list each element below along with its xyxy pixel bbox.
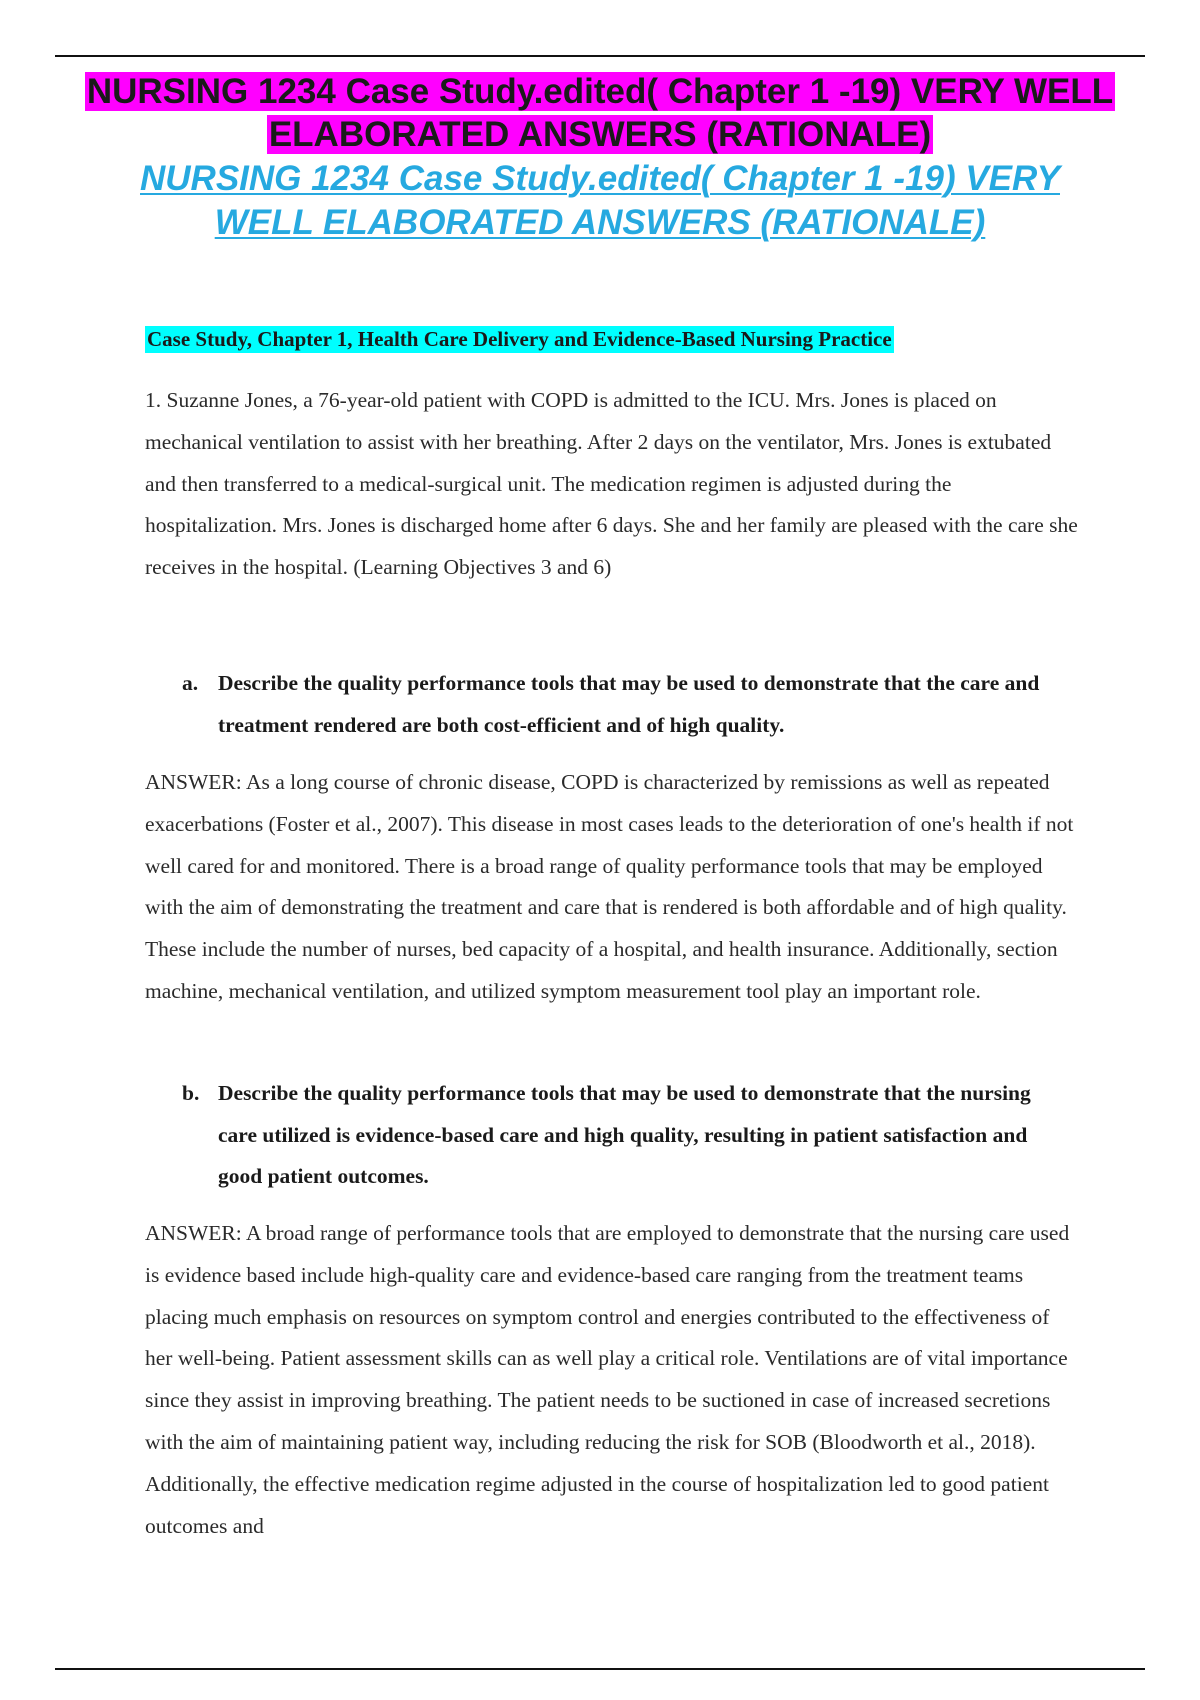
answer-b: ANSWER: A broad range of performance tools that are employed to demonstrate that the nursing care used is evidence based include high-quality care and evidence-based care ranging from the treatment teams placing much emphasis on resources on symptom control and energies contributed to the effectiveness of her well-being. Patient assessment skills can as well play a critical role. Ventilations are of vital importance since they assist in improving breathing. The patient needs to be suctioned in case of increased secretions with the aim of maintaining patient way, including reducing the risk for SOB (Bloodworth et al., 2018). Additionally, the effective medication regime adjusted in the course of hospitalization led to good patient outcomes and (145, 1221, 1070, 1538)
title-link[interactable]: NURSING 1234 Case Study.edited( Chapter 1 -19) VERY WELL ELABORATED ANSWERS (RATIONALE) (140, 159, 1060, 242)
bottom-divider (55, 1668, 1145, 1670)
highlighted-title (55, 70, 1145, 156)
answer-a: ANSWER: As a long course of chronic disease, COPD is characterized by remissions as well as repeated exacerbations (Foster et al., 2007). This disease in most cases leads to the deterioration of one's health if not well cared for and monitored. There is a broad range of quality performance tools that may be employed with the aim of demonstrating the treatment and care that is rendered is both affordable and of high quality. These include the number of nurses, bed capacity of a hospital, and health insurance. Additionally, section machine, mechanical ventilation, and utilized symptom measurement tool play an important role. (145, 770, 1074, 1003)
document-title (55, 70, 1145, 245)
question-b-letter: b. (182, 1081, 200, 1105)
top-divider (55, 55, 1145, 57)
question-a-letter: a. (182, 671, 199, 695)
question-b-text: Describe the quality performance tools that may be used to demonstrate that the nursing care utilized is evidence-based care and high quality, resulting in patient satisfaction and good patient outcomes. (218, 1081, 1031, 1188)
question-a-text: Describe the quality performance tools that may be used to demonstrate that the care and treatment rendered are both cost-efficient and of high quality. (218, 671, 1040, 737)
question-a (182, 663, 1062, 746)
section-heading: Case Study, Chapter 1, Health Care Delivery and Evidence-Based Nursing Practice (147, 327, 892, 351)
case-description: 1. Suzanne Jones, a 76-year-old patient with COPD is admitted to the ICU. Mrs. Jones is placed on mechanical ventilation to assist with her breathing. After 2 days on the ventilator, Mrs. Jones is extubated and then transferred to a medical-surgical unit. The medication regimen is adjusted during the hospitalization. Mrs. Jones is discharged home after 6 days. She and her family are pleased with the care she receives in the hospital. (Learning Objectives 3 and 6) (145, 388, 1078, 580)
question-b (182, 1073, 1062, 1198)
highlighted-title-text: NURSING 1234 Case Study.edited( Chapter 1 -19) VERY WELL ELABORATED ANSWERS (RATIONALE) (86, 72, 1114, 154)
